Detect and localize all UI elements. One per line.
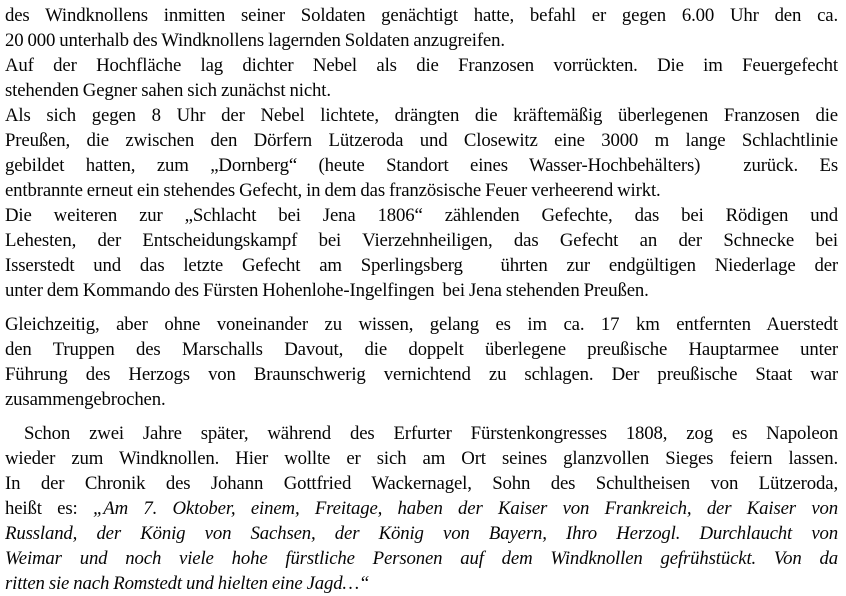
- text-segment: Preußen, die zwischen den Dörfern Lützeroda und Closewitz eine 3000 m lange Schlachtlinie: [5, 130, 838, 151]
- text-line: [5, 78, 838, 103]
- text-line: [5, 387, 838, 412]
- text-segment: des Windknollens inmitten seiner Soldaten genächtigt hatte, befahl er gegen 6.00 Uhr den ca.: [5, 5, 838, 26]
- text-line: [5, 253, 838, 278]
- text-line: [5, 362, 838, 387]
- italic-text-segment: Russland, der König von Sachsen, der König von Bayern, Ihro Herzogl. Durchlaucht von: [5, 523, 838, 544]
- text-line: [5, 278, 838, 303]
- text-line: [5, 153, 838, 178]
- italic-text-segment: „Am 7. Oktober, einem, Freitage, haben der Kaiser von Frankreich, der Kaiser von: [92, 498, 838, 519]
- paragraph-6: [5, 421, 838, 596]
- italic-text-segment: ritten sie nach Romstedt und hielten eine Jagd…“: [5, 573, 370, 594]
- paragraph-1: [5, 3, 838, 53]
- text-segment: Auf der Hochfläche lag dichter Nebel als die Franzosen vorrückten. Die im Feuergefecht: [5, 55, 838, 76]
- text-segment: stehenden Gegner sahen sich zunächst nicht.: [5, 80, 331, 101]
- text-segment: unter dem Kommando des Fürsten Hohenlohe-Ingelfingen bei Jena stehenden Preußen.: [5, 280, 649, 301]
- text-segment: Gleichzeitig, aber ohne voneinander zu wissen, gelang es im ca. 17 km entfernten Auerstedt: [5, 314, 838, 335]
- italic-text-segment: Weimar und noch viele hohe fürstliche Personen auf dem Windknollen gefrühstückt. Von da: [5, 548, 838, 569]
- paragraph-4: [5, 203, 838, 303]
- text-line: [5, 28, 838, 53]
- text-line: [5, 471, 838, 496]
- text-line: [5, 312, 838, 337]
- text-segment: 20 000 unterhalb des Windknollens lagernden Soldaten anzugreifen.: [5, 30, 505, 51]
- paragraph-5: [5, 312, 838, 412]
- text-line: [5, 3, 838, 28]
- text-segment: zusammengebrochen.: [5, 389, 166, 410]
- text-line: [5, 128, 838, 153]
- text-line: [5, 203, 838, 228]
- text-line: [5, 178, 838, 203]
- text-line: [5, 571, 838, 596]
- text-line: [5, 546, 838, 571]
- text-segment: Führung des Herzogs von Braunschwerig vernichtend zu schlagen. Der preußische Staat war: [5, 364, 838, 385]
- paragraph-2: [5, 53, 838, 103]
- text-line: [5, 421, 838, 446]
- text-segment: heißt es:: [5, 498, 93, 519]
- text-segment: In der Chronik des Johann Gottfried Wackernagel, Sohn des Schultheisen von Lützeroda,: [5, 473, 838, 494]
- text-line: [5, 446, 838, 471]
- text-segment: wieder zum Windknollen. Hier wollte er sich am Ort seines glanzvollen Sieges feiern lassen.: [5, 448, 838, 469]
- text-line: [5, 228, 838, 253]
- text-segment: Als sich gegen 8 Uhr der Nebel lichtete, drängten die kräftemäßig überlegenen Franzosen die: [5, 105, 838, 126]
- text-line: [5, 496, 838, 521]
- paragraph-3: [5, 103, 838, 203]
- text-segment: gebildet hatten, zum „Dornberg“ (heute Standort eines Wasser-Hochbehälters) zurück. Es: [5, 155, 838, 176]
- text-line: [5, 521, 838, 546]
- text-line: [5, 337, 838, 362]
- text-segment: entbrannte erneut ein stehendes Gefecht, in dem das französische Feuer verheerend wirkt.: [5, 180, 661, 201]
- text-segment: Schon zwei Jahre später, während des Erfurter Fürstenkongresses 1808, zog es Napoleon: [5, 423, 838, 444]
- text-line: [5, 53, 838, 78]
- text-segment: Lehesten, der Entscheidungskampf bei Vierzehnheiligen, das Gefecht an der Schnecke bei: [5, 230, 838, 251]
- text-segment: Die weiteren zur „Schlacht bei Jena 1806“ zählenden Gefechte, das bei Rödigen und: [5, 205, 838, 226]
- text-segment: den Truppen des Marschalls Davout, die doppelt überlegene preußische Hauptarmee unter: [5, 339, 838, 360]
- text-segment: Isserstedt und das letzte Gefecht am Sperlingsberg ührten zur endgültigen Niederlage der: [5, 255, 838, 276]
- text-line: [5, 103, 838, 128]
